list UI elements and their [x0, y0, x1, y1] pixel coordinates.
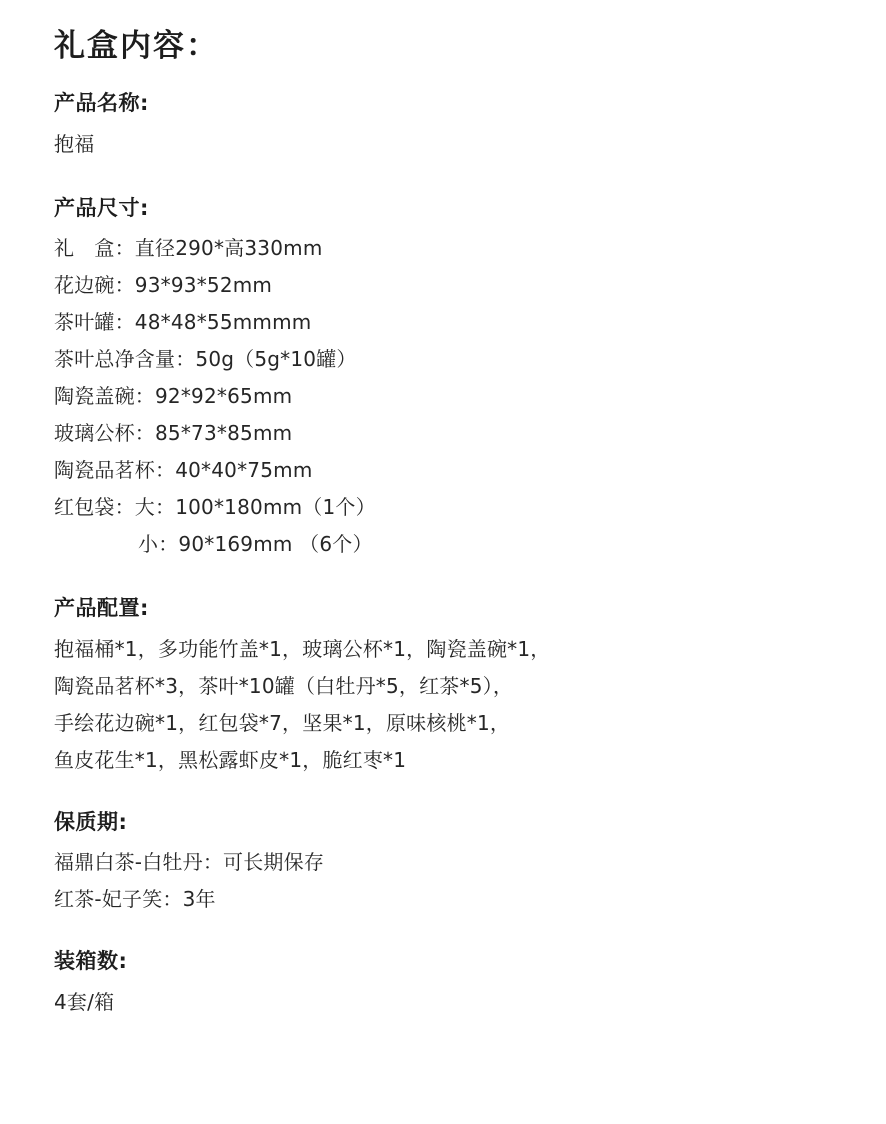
section-packing-quantity [54, 946, 832, 1021]
shelf-life-line: 福鼎白茶-白牡丹：可长期保存 [54, 850, 325, 875]
page-title: 礼盒内容： [54, 28, 219, 64]
section-title-product-config: 产品配置: [54, 596, 149, 621]
section-title-shelf-life: 保质期: [54, 809, 128, 834]
size-line: 花边碗：93*93*52mm [54, 273, 273, 298]
config-line: 手绘花边碗*1，红包袋*7，坚果*1，原味核桃*1， [54, 710, 511, 735]
size-line: 礼 盒：直径290*高330mm [54, 236, 323, 261]
config-line: 鱼皮花生*1，黑松露虾皮*1，脆红枣*1 [54, 747, 407, 772]
config-line: 抱福桶*1，多功能竹盖*1，玻璃公杯*1，陶瓷盖碗*1， [54, 636, 551, 661]
section-title-product-size: 产品尺寸: [54, 195, 149, 220]
size-line-indented: 小：90*169mm （6个） [138, 532, 373, 557]
size-line: 陶瓷品茗杯：40*40*75mm [54, 458, 313, 483]
section-title-product-name: 产品名称: [54, 91, 149, 116]
section-product-config [54, 593, 832, 779]
size-line: 陶瓷盖碗：92*92*65mm [54, 384, 293, 409]
section-product-name [54, 88, 832, 163]
packing-quantity-value: 4套/箱 [54, 989, 115, 1014]
size-line: 红包袋：大：100*180mm（1个） [54, 495, 376, 520]
product-name-value: 抱福 [54, 131, 95, 156]
size-line: 玻璃公杯：85*73*85mm [54, 421, 293, 446]
shelf-life-line: 红茶-妃子笑：3年 [54, 887, 216, 912]
size-line: 茶叶总净含量：50g（5g*10罐） [54, 347, 357, 372]
section-product-size [54, 193, 832, 564]
section-shelf-life [54, 807, 832, 919]
size-line: 茶叶罐：48*48*55mmmm [54, 310, 312, 335]
config-line: 陶瓷品茗杯*3，茶叶*10罐（白牡丹*5，红茶*5）， [54, 673, 514, 698]
page-bottom-edge [0, 1110, 886, 1124]
section-title-packing-quantity: 装箱数: [54, 949, 128, 974]
